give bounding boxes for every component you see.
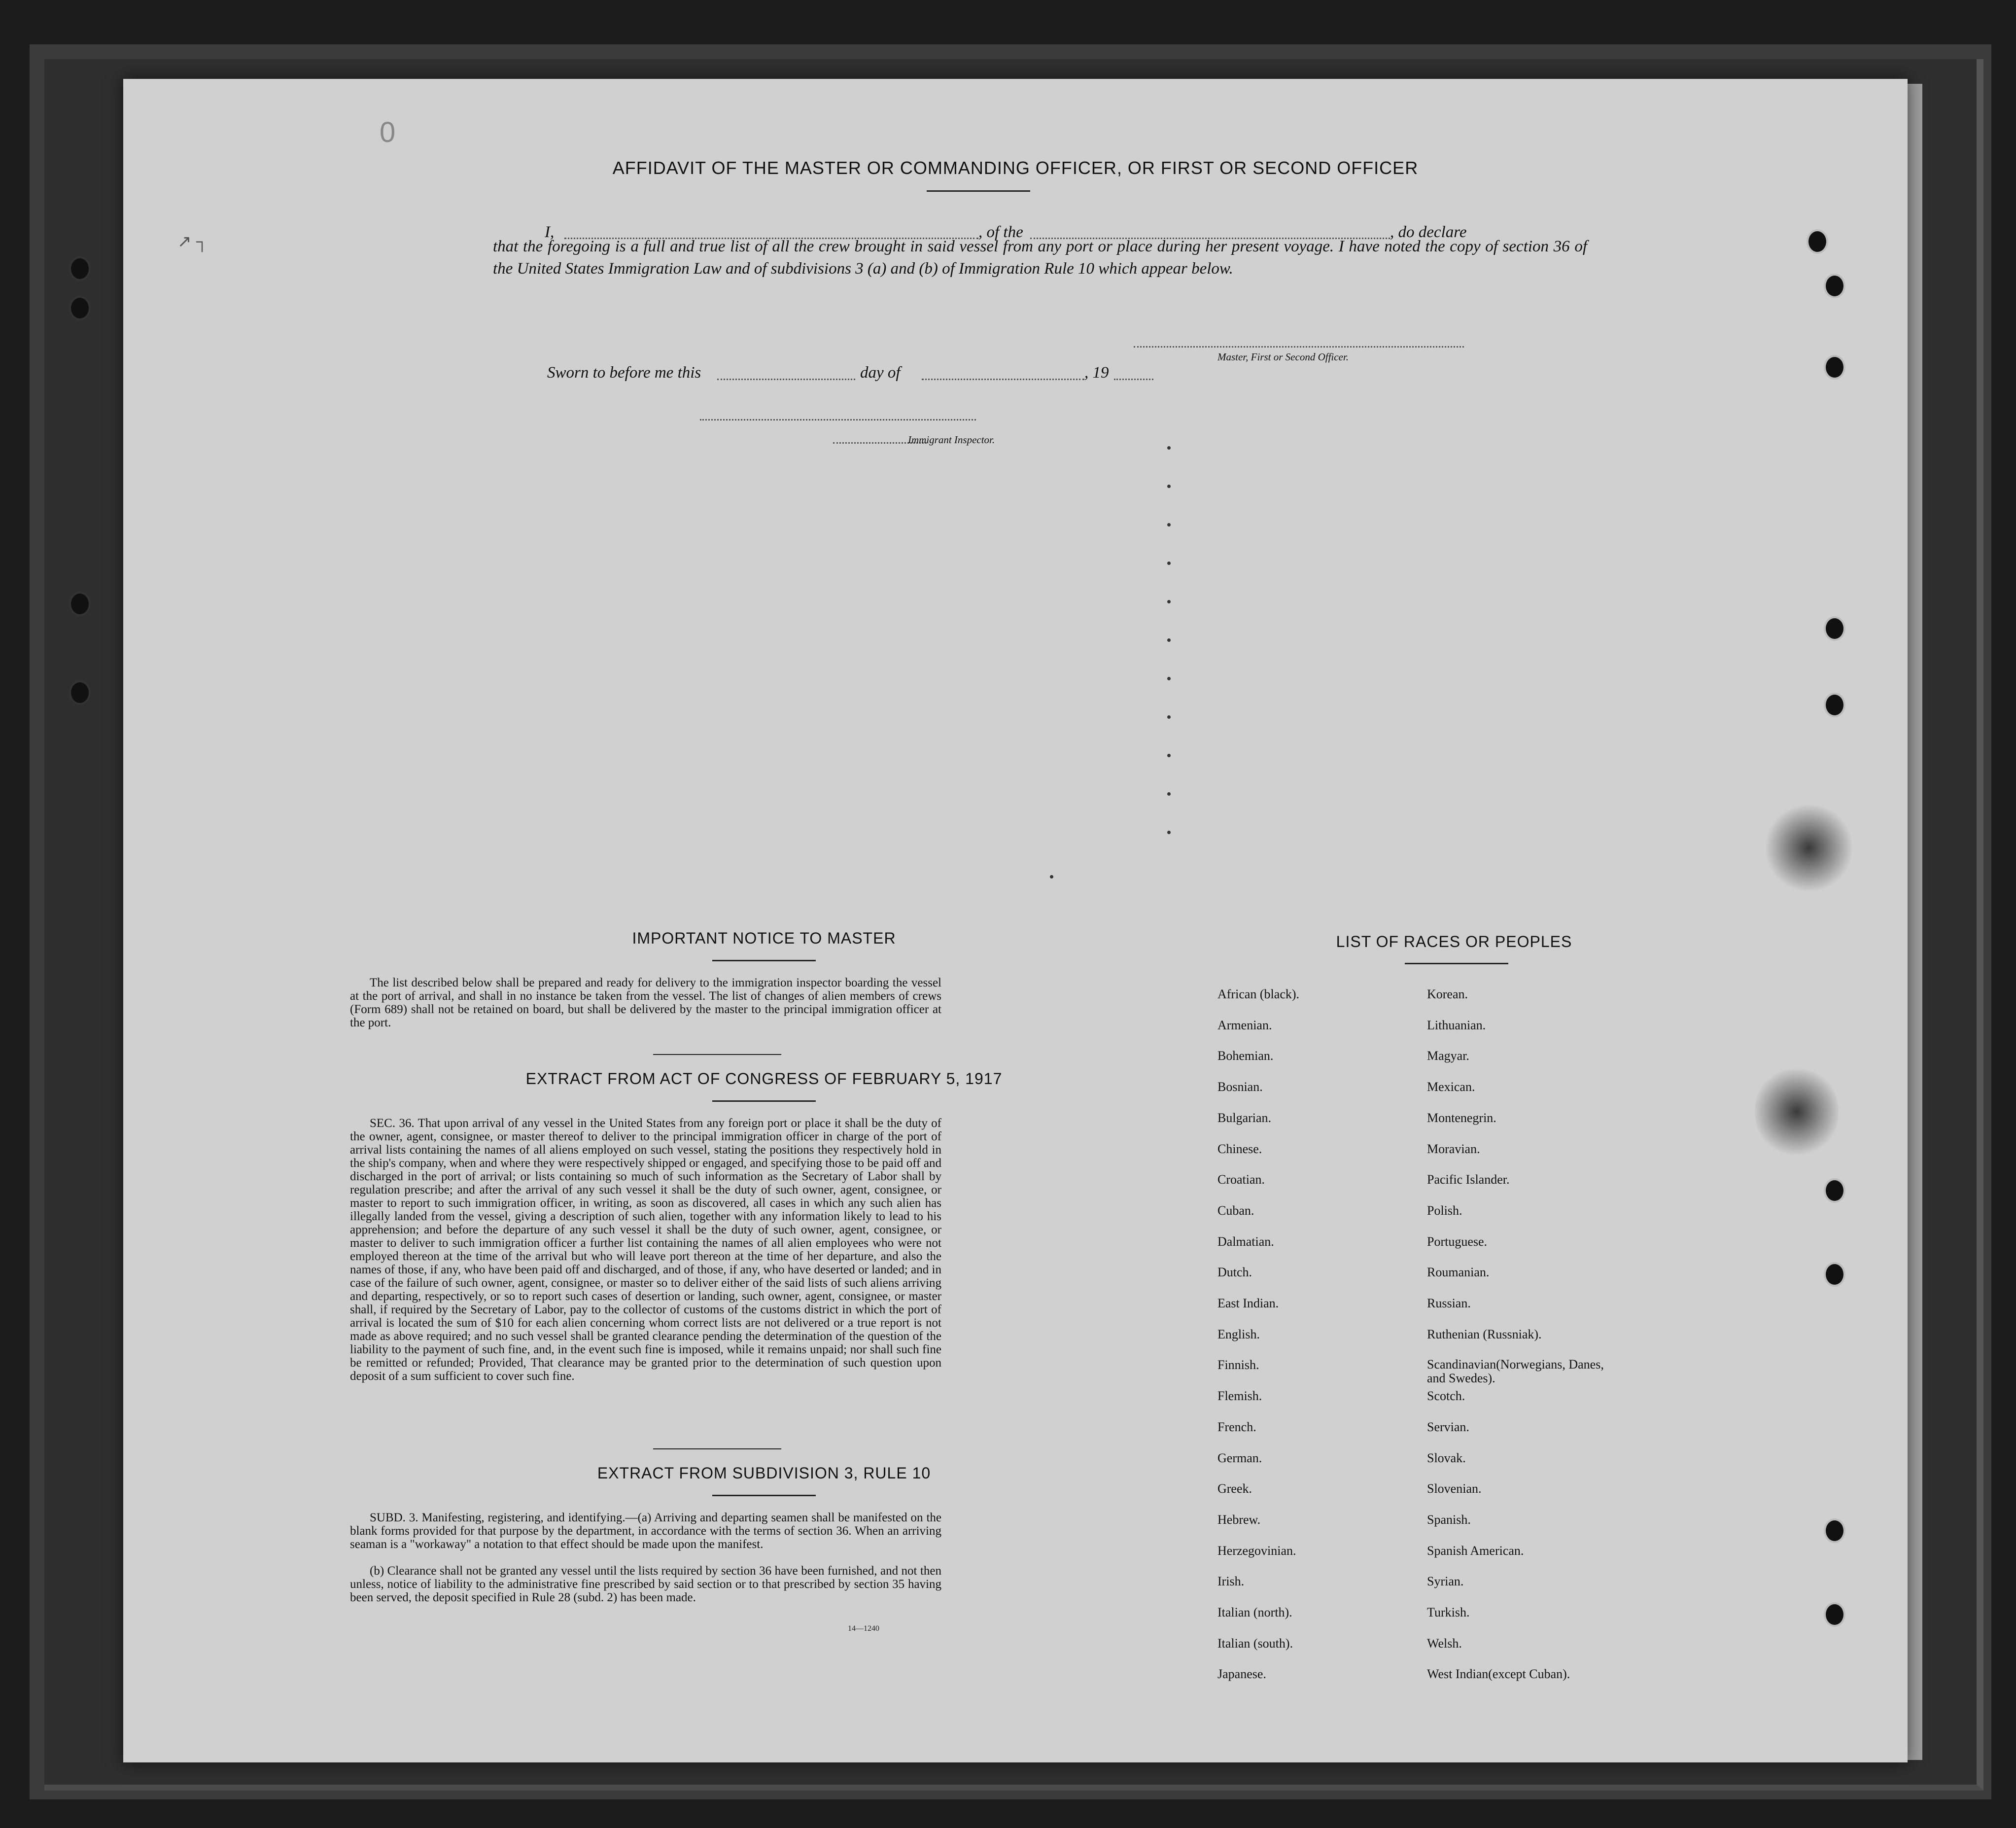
- dot: [1167, 831, 1171, 834]
- binder-hole: [1807, 229, 1828, 254]
- race-item: Greek.: [1217, 1481, 1252, 1496]
- rule-title: EXTRACT FROM SUBDIVISION 3, RULE 10: [597, 1464, 931, 1482]
- race-item: Ruthenian (Russniak).: [1427, 1327, 1542, 1341]
- inspector-label: Immigrant Inspector.: [908, 434, 995, 446]
- sworn-label: Sworn to before me this: [547, 364, 701, 382]
- affidavit-body: that the foregoing is a full and true list of all the crew brought in said vessel from any port or place during her present voyage. I have noted the copy of section 36 of the United States Immigration Law and of subdivisions 3 (a) and (b) of Immigration Rule 10 which appear below.: [493, 238, 1587, 278]
- race-item: Bohemian.: [1217, 1049, 1274, 1063]
- race-item: Roumanian.: [1427, 1265, 1490, 1280]
- act-title: EXTRACT FROM ACT OF CONGRESS OF FEBRUARY 5, 1917: [525, 1070, 1003, 1088]
- notice-title: IMPORTANT NOTICE TO MASTER: [632, 929, 896, 947]
- binder-hole: [69, 680, 91, 705]
- binder-hole: [69, 256, 91, 281]
- race-item: Armenian.: [1217, 1018, 1272, 1032]
- dot: [1167, 792, 1171, 796]
- races-title-rule: [1405, 963, 1508, 964]
- race-item: East Indian.: [1217, 1296, 1279, 1310]
- race-item: Hebrew.: [1217, 1512, 1261, 1527]
- dot: [1050, 875, 1053, 879]
- race-item: Bosnian.: [1217, 1080, 1263, 1094]
- dot: [1167, 754, 1171, 757]
- race-item: Scandinavian(Norwegians, Danes, and Swedes).: [1427, 1357, 1604, 1386]
- rule-title-rule: [712, 1495, 816, 1496]
- race-item: Slovak.: [1427, 1450, 1466, 1465]
- dot: [1167, 600, 1171, 603]
- ink-smudge: [1765, 804, 1853, 892]
- race-item: Montenegrin.: [1427, 1110, 1496, 1125]
- dot: [1167, 446, 1171, 450]
- margin-mark: 0: [380, 116, 396, 148]
- year-prefix-label: , 19: [1084, 364, 1109, 382]
- affidavit-declare-label: , do declare: [1390, 223, 1467, 241]
- day-of-label: day of: [860, 364, 901, 382]
- race-item: French.: [1217, 1419, 1256, 1434]
- race-item: Spanish American.: [1427, 1543, 1524, 1558]
- form-number: 14—1240: [848, 1624, 879, 1633]
- dot: [1167, 562, 1171, 565]
- race-item: English.: [1217, 1327, 1260, 1341]
- sworn-month-field[interactable]: [922, 379, 1084, 380]
- race-item: Italian (north).: [1217, 1605, 1292, 1619]
- race-item: Bulgarian.: [1217, 1110, 1272, 1125]
- race-item: Irish.: [1217, 1574, 1245, 1589]
- rule-para-a: SUBD. 3. Manifesting, registering, and identifying.—(a) Arriving and departing seamen shall be manifested on the blank forms provided for that purpose by the department, in accordance with the terms of section 36. When an arriving seaman is a "workaway" a notation to that effect should be made upon the manifest.: [350, 1511, 941, 1551]
- race-item: Portuguese.: [1427, 1234, 1488, 1249]
- rule-para-b: (b) Clearance shall not be granted any vessel until the lists required by section 36 have been furnished, and not then unless, notice of liability to the administrative fine prescribed by said section or to that prescribed by section 35 having been served, the deposit specified in Rule 28 (subd. 2) has been made.: [350, 1564, 941, 1604]
- race-item: Servian.: [1427, 1419, 1469, 1434]
- race-item: Herzegovinian.: [1217, 1543, 1296, 1558]
- race-item: German.: [1217, 1450, 1262, 1465]
- affidavit-i-label: I,: [545, 223, 555, 241]
- dot: [1167, 485, 1171, 488]
- race-item: Korean.: [1427, 987, 1468, 1001]
- race-item: Polish.: [1427, 1203, 1462, 1218]
- act-body: SEC. 36. That upon arrival of any vessel in the United States from any foreign port or place it shall be the duty of the owner, agent, consignee, or master thereof to deliver to the principal immigration officer in charge of the port of arrival lists containing the names of all aliens employed on such vessel, stating the positions they respectively hold in the ship's company, when and where they were respectively shipped or engaged, and specifying those to be paid off and discharged in the port of arrival; or lists containing so much of such information as the Secretary of Labor shall by regulation prescribe; and after the arrival of any such vessel it shall be the duty of such owner, agent, consignee, or master to report to such immigration officer, in writing, as soon as discovered, all cases in which any such alien has illegally landed from the vessel, giving a description of such alien, together with any information likely to lead to his apprehension; and before the departure of any such vessel it shall be the duty of such owner, agent, consignee, or master to deliver to such immigration officer a further list containing the names of all alien employees who were not employed thereon at the time of the arrival but who will leave port thereon at the time of her departure, and also the names of those, if any, who have been paid off and discharged, and of those, if any, who have deserted or landed; and in case of the failure of such owner, agent, consignee, or master so to deliver either of the said lists of such aliens arriving and departing, respectively, or so to report such cases of desertion or landing, such owner, agent, consignee, or master shall, if required by the Secretary of Labor, pay to the collector of customs of the customs district in which the port of arrival is located the sum of $10 for each alien concerning whom correct lists are not delivered or a true report is not made as above required; and no such vessel shall be granted clearance pending the determination of the question of the liability to the payment of such fine, and, in the event such fine is imposed, while it remains unpaid; nor shall such fine be remitted or refunded; Provided, That clearance may be granted prior to the determination of such question upon deposit of a sum sufficient to cover such fine.: [350, 1117, 941, 1383]
- race-item: Welsh.: [1427, 1636, 1462, 1651]
- race-item: Mexican.: [1427, 1080, 1475, 1094]
- race-item: Dalmatian.: [1217, 1234, 1274, 1249]
- master-signature-field[interactable]: [1134, 346, 1464, 348]
- affidavit-title: AFFIDAVIT OF THE MASTER OR COMMANDING OFFICER, OR FIRST OR SECOND OFFICER: [612, 158, 1419, 178]
- race-item: Syrian.: [1427, 1574, 1464, 1589]
- sworn-year-field[interactable]: [1114, 379, 1153, 380]
- dot: [1167, 638, 1171, 642]
- binder-hole: [1824, 1178, 1845, 1203]
- dot: [1167, 677, 1171, 680]
- race-item: Cuban.: [1217, 1203, 1254, 1218]
- dot: [1167, 523, 1171, 527]
- race-item: Japanese.: [1217, 1667, 1266, 1682]
- race-item: Moravian.: [1427, 1141, 1480, 1156]
- race-item: Chinese.: [1217, 1141, 1262, 1156]
- binder-hole: [1824, 1518, 1845, 1543]
- race-item: West Indian(except Cuban).: [1427, 1667, 1570, 1682]
- sworn-day-field[interactable]: [717, 379, 855, 380]
- notice-body: The list described below shall be prepared and ready for delivery to the immigration inspector boarding the vessel at the port of arrival, and shall in no instance be taken from the vessel. The list of changes of alien members of crews (Form 689) shall not be retained on board, but shall be delivered by the master to the principal immigration officer at the port.: [350, 976, 941, 1029]
- master-signature-label: Master, First or Second Officer.: [1217, 351, 1349, 363]
- binder-hole: [1824, 693, 1845, 717]
- race-item: Turkish.: [1427, 1605, 1470, 1619]
- race-item: Croatian.: [1217, 1172, 1265, 1187]
- race-item: Flemish.: [1217, 1389, 1262, 1404]
- binder-hole: [1824, 274, 1845, 298]
- race-item: Dutch.: [1217, 1265, 1252, 1280]
- race-item: Russian.: [1427, 1296, 1471, 1310]
- affidavit-title-rule: [927, 190, 1030, 192]
- act-title-rule: [712, 1100, 816, 1102]
- notice-title-rule: [712, 960, 816, 961]
- race-item: Slovenian.: [1427, 1481, 1482, 1496]
- binder-hole: [1824, 1602, 1845, 1627]
- race-item: Lithuanian.: [1427, 1018, 1486, 1032]
- binder-hole: [69, 296, 91, 320]
- dot: [1167, 715, 1171, 719]
- ink-smudge: [1755, 1065, 1839, 1159]
- inspector-signature-field[interactable]: [700, 419, 976, 421]
- race-item: African (black).: [1217, 987, 1300, 1001]
- race-item: Scotch.: [1427, 1389, 1465, 1404]
- binder-hole: [1824, 616, 1845, 641]
- races-title: LIST OF RACES OR PEOPLES: [1336, 933, 1572, 950]
- binder-hole: [1824, 1262, 1845, 1287]
- race-item: Italian (south).: [1217, 1636, 1293, 1651]
- margin-mark: ↗ ┐: [177, 232, 209, 251]
- binder-hole: [1824, 355, 1845, 380]
- race-item: Finnish.: [1217, 1358, 1259, 1372]
- document-page: [123, 79, 1908, 1762]
- binder-hole: [69, 592, 91, 616]
- act-separator: [653, 1448, 781, 1449]
- race-item: Pacific Islander.: [1427, 1172, 1510, 1187]
- affidavit-of-the-label: , of the: [978, 223, 1023, 241]
- notice-separator: [653, 1054, 781, 1055]
- race-item: Spanish.: [1427, 1512, 1471, 1527]
- race-item: Magyar.: [1427, 1049, 1469, 1063]
